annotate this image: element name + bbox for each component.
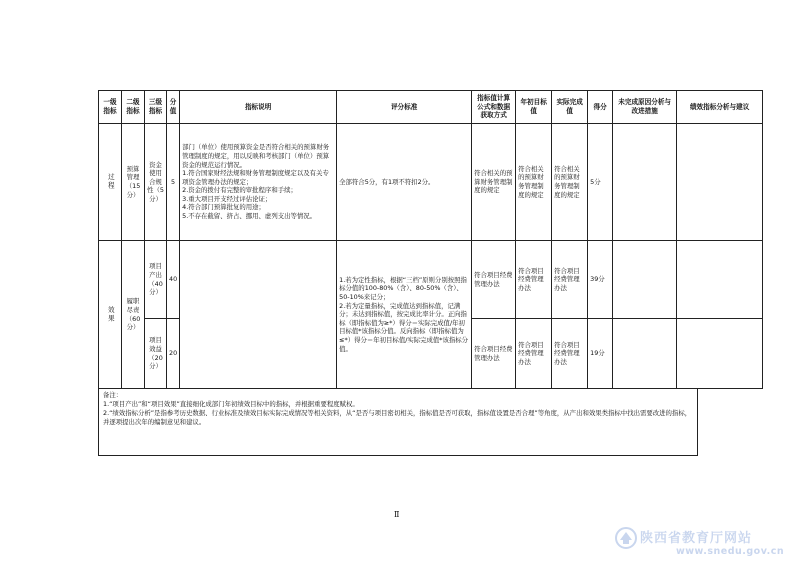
cell-criteria: 1.若为定性指标，根据“三档”原则分别按照指标分值的100-80%（含）、80-50%（含）、50-10%来记分； 2.若为定量指标，完成值达到指标值，记满分；未达到指标值，按完成比率计分。正向指标（即指标值为≥*）得分＝实际完成值/年初目标值*该指标分值。反向指标（即指标值为≤*）得分＝年初目标值/实际完成值*该指标分值。 [337, 241, 472, 389]
cell-score-value: 5 [167, 124, 180, 241]
cell-level2: 履职尽责（60分） [122, 241, 145, 389]
cell-level1: 过程 [99, 124, 122, 241]
header-target: 年初目标值 [516, 91, 552, 124]
cell-score: 19分 [588, 319, 613, 389]
cell-target: 符合项目经费管理办法 [516, 319, 552, 389]
cell-formula: 符合相关的预算财务管理制度的规定 [472, 124, 516, 241]
cell-score: 5分 [588, 124, 613, 241]
notes-section [98, 388, 698, 456]
cell-target: 符合项目经费管理办法 [516, 241, 552, 319]
cell-score: 39分 [588, 241, 613, 319]
header-score: 得分 [588, 91, 613, 124]
cell-criteria: 全部符合5分，有1项不符扣2分。 [337, 124, 472, 241]
watermark-site-name: 陕西省教育厅网站 [640, 531, 753, 546]
header-level2: 二级指标 [122, 91, 145, 124]
cell-level3: 项目产出（40分） [145, 241, 167, 319]
header-actual: 实际完成值 [552, 91, 588, 124]
header-score-value: 分值 [167, 91, 180, 124]
table-row [99, 124, 763, 241]
cell-level3: 项目效益（20分） [145, 319, 167, 389]
cell-reason [613, 241, 677, 319]
performance-evaluation-table [98, 90, 763, 389]
cell-description: 部门（单位）使用预算资金是否符合相关的预算财务管理制度的规定，用以反映和考核部门（单位）预算资金的规范运行情况。 1.符合国家财经法规和财务管理制度规定以及有关专项资金管理办法的规定； 2.资金的拨付有完整的审批程序和手续； 3.重大项目开支经过评估论证； 4.符合部门预算批复的用途； 5.不存在截留、挤占、挪用、虚列支出等情况。 [180, 124, 337, 241]
cell-actual: 符合相关的预算财务管理制度的规定 [552, 124, 588, 241]
cell-analysis [677, 124, 763, 241]
header-level1: 一级指标 [99, 91, 122, 124]
cell-target: 符合相关的预算财务管理制度的规定 [516, 124, 552, 241]
table-row [99, 241, 763, 319]
cell-score-value: 20 [167, 319, 180, 389]
cell-level2: 预算管理（15分） [122, 124, 145, 241]
cell-reason [613, 124, 677, 241]
header-description: 指标说明 [180, 91, 337, 124]
header-formula: 指标值计算公式和数据获取方式 [472, 91, 516, 124]
cell-level1: 效果 [99, 241, 122, 389]
cell-score-value: 40 [167, 241, 180, 319]
notes-line-2: 2.“绩效指标分析”是指参考历史数据、行业标准及绩效目标实际完成情况等相关资料，从“是否与项目密切相关，指标值是否可获取，指标值设置是否合理”等角度，从产出和效果类指标中找出需要改进的指标，并逐项提出次年的编制意见和建议。 [103, 409, 692, 426]
cell-description [180, 241, 337, 389]
cell-formula: 符合项目经费管理办法 [472, 241, 516, 319]
watermark-logo-icon [614, 526, 638, 550]
cell-formula: 符合项目经费管理办法 [472, 319, 516, 389]
cell-analysis [677, 241, 763, 319]
cell-reason [613, 319, 677, 389]
notes-line-1: 1.“项目产出”和“项目效果”直接细化成部门年初绩效目标中的指标，并根据重要程度赋权。 [103, 400, 359, 408]
cell-level3: 资金使用合规性（5分） [145, 124, 167, 241]
header-row [99, 91, 763, 124]
cell-actual: 符合项目经费管理办法 [552, 319, 588, 389]
watermark-site-url: www.snedu.gov.cn [676, 546, 785, 557]
page-number: Ⅱ [394, 510, 400, 519]
header-reason: 未完成原因分析与改进措施 [613, 91, 677, 124]
header-level3: 三级指标 [145, 91, 167, 124]
header-analysis: 绩效指标分析与建议 [677, 91, 763, 124]
cell-analysis [677, 319, 763, 389]
notes-title: 备注： [103, 391, 123, 399]
cell-actual: 符合项目经费管理办法 [552, 241, 588, 319]
header-criteria: 评分标准 [337, 91, 472, 124]
